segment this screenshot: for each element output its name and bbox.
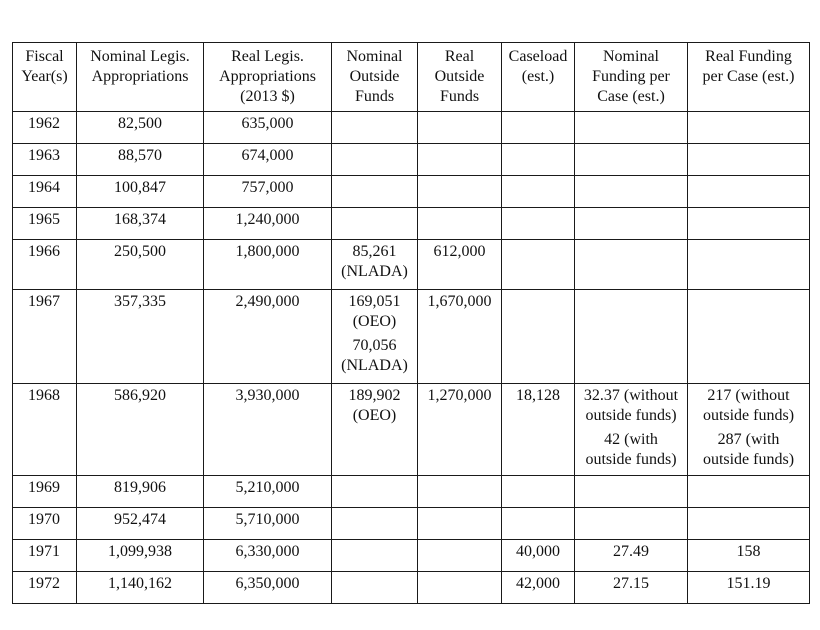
cell-real-outside bbox=[418, 508, 502, 540]
cell-nominal-outside bbox=[332, 540, 418, 572]
cell-caseload bbox=[502, 476, 575, 508]
header-real-per-case: Real Funding per Case (est.) bbox=[688, 43, 810, 112]
table-row bbox=[13, 240, 810, 290]
cell-nominal-per-case: 32.37 (without outside funds) 42 (with outside funds) bbox=[575, 384, 688, 476]
cell-nominal-per-case bbox=[575, 176, 688, 208]
table-row bbox=[13, 144, 810, 176]
cell-caseload: 40,000 bbox=[502, 540, 575, 572]
cell-year: 1963 bbox=[13, 144, 77, 176]
cell-nominal-legis: 1,140,162 bbox=[77, 572, 204, 604]
cell-real-outside bbox=[418, 208, 502, 240]
table-header-row bbox=[13, 43, 810, 112]
cell-nominal-outside bbox=[332, 508, 418, 540]
cell-real-legis: 674,000 bbox=[204, 144, 332, 176]
cell-year: 1967 bbox=[13, 290, 77, 384]
cell-nominal-outside bbox=[332, 112, 418, 144]
cell-year: 1971 bbox=[13, 540, 77, 572]
cell-caseload bbox=[502, 240, 575, 290]
table-row bbox=[13, 540, 810, 572]
cell-nominal-per-case bbox=[575, 290, 688, 384]
cell-real-outside bbox=[418, 176, 502, 208]
cell-nominal-per-case bbox=[575, 112, 688, 144]
header-nominal-per-case: Nominal Funding per Case (est.) bbox=[575, 43, 688, 112]
cell-nominal-per-case: 27.15 bbox=[575, 572, 688, 604]
table-row bbox=[13, 290, 810, 384]
cell-real-legis: 757,000 bbox=[204, 176, 332, 208]
cell-real-legis: 5,710,000 bbox=[204, 508, 332, 540]
cell-real-legis: 1,240,000 bbox=[204, 208, 332, 240]
cell-year: 1962 bbox=[13, 112, 77, 144]
cell-nominal-outside: 189,902 (OEO) bbox=[332, 384, 418, 476]
cell-year: 1966 bbox=[13, 240, 77, 290]
cell-nominal-legis: 586,920 bbox=[77, 384, 204, 476]
header-caseload: Caseload (est.) bbox=[502, 43, 575, 112]
cell-year: 1972 bbox=[13, 572, 77, 604]
cell-real-per-case bbox=[688, 176, 810, 208]
cell-real-legis: 6,350,000 bbox=[204, 572, 332, 604]
table-row bbox=[13, 208, 810, 240]
cell-caseload bbox=[502, 508, 575, 540]
cell-real-per-case bbox=[688, 476, 810, 508]
cell-real-outside bbox=[418, 572, 502, 604]
cell-real-per-case: 217 (without outside funds) 287 (with outside funds) bbox=[688, 384, 810, 476]
cell-nominal-outside bbox=[332, 208, 418, 240]
table-row bbox=[13, 476, 810, 508]
funding-table bbox=[12, 42, 810, 604]
cell-nominal-legis: 1,099,938 bbox=[77, 540, 204, 572]
cell-real-per-case bbox=[688, 112, 810, 144]
cell-nominal-legis: 168,374 bbox=[77, 208, 204, 240]
header-fiscal-year: Fiscal Year(s) bbox=[13, 43, 77, 112]
header-real-outside: Real Outside Funds bbox=[418, 43, 502, 112]
cell-real-legis: 1,800,000 bbox=[204, 240, 332, 290]
cell-caseload bbox=[502, 208, 575, 240]
cell-real-per-case bbox=[688, 240, 810, 290]
table-row bbox=[13, 112, 810, 144]
cell-nominal-legis: 952,474 bbox=[77, 508, 204, 540]
cell-year: 1969 bbox=[13, 476, 77, 508]
cell-nominal-outside bbox=[332, 572, 418, 604]
cell-nominal-legis: 100,847 bbox=[77, 176, 204, 208]
cell-nominal-per-case bbox=[575, 144, 688, 176]
cell-nominal-per-case bbox=[575, 508, 688, 540]
cell-nominal-legis: 250,500 bbox=[77, 240, 204, 290]
cell-nominal-outside: 85,261 (NLADA) bbox=[332, 240, 418, 290]
cell-real-outside: 1,270,000 bbox=[418, 384, 502, 476]
cell-caseload: 18,128 bbox=[502, 384, 575, 476]
cell-real-per-case: 151.19 bbox=[688, 572, 810, 604]
cell-real-per-case: 158 bbox=[688, 540, 810, 572]
table-row bbox=[13, 384, 810, 476]
cell-real-legis: 635,000 bbox=[204, 112, 332, 144]
header-nominal-outside: Nominal Outside Funds bbox=[332, 43, 418, 112]
cell-real-outside bbox=[418, 112, 502, 144]
cell-nominal-outside bbox=[332, 476, 418, 508]
cell-real-outside bbox=[418, 144, 502, 176]
cell-nominal-legis: 88,570 bbox=[77, 144, 204, 176]
cell-real-outside: 612,000 bbox=[418, 240, 502, 290]
cell-year: 1965 bbox=[13, 208, 77, 240]
cell-real-outside: 1,670,000 bbox=[418, 290, 502, 384]
table-row bbox=[13, 176, 810, 208]
cell-nominal-outside: 169,051 (OEO) 70,056 (NLADA) bbox=[332, 290, 418, 384]
cell-nominal-outside bbox=[332, 144, 418, 176]
cell-real-per-case bbox=[688, 290, 810, 384]
cell-nominal-per-case bbox=[575, 208, 688, 240]
cell-real-legis: 5,210,000 bbox=[204, 476, 332, 508]
cell-real-legis: 2,490,000 bbox=[204, 290, 332, 384]
cell-nominal-legis: 82,500 bbox=[77, 112, 204, 144]
header-nominal-legis: Nominal Legis. Appropriations bbox=[77, 43, 204, 112]
cell-nominal-outside bbox=[332, 176, 418, 208]
cell-caseload: 42,000 bbox=[502, 572, 575, 604]
cell-real-outside bbox=[418, 476, 502, 508]
cell-real-per-case bbox=[688, 208, 810, 240]
cell-year: 1970 bbox=[13, 508, 77, 540]
cell-caseload bbox=[502, 144, 575, 176]
header-real-legis: Real Legis. Appropriations (2013 $) bbox=[204, 43, 332, 112]
cell-real-per-case bbox=[688, 508, 810, 540]
cell-nominal-per-case: 27.49 bbox=[575, 540, 688, 572]
cell-real-legis: 3,930,000 bbox=[204, 384, 332, 476]
cell-caseload bbox=[502, 290, 575, 384]
cell-nominal-per-case bbox=[575, 240, 688, 290]
cell-nominal-legis: 819,906 bbox=[77, 476, 204, 508]
cell-nominal-legis: 357,335 bbox=[77, 290, 204, 384]
cell-year: 1968 bbox=[13, 384, 77, 476]
cell-caseload bbox=[502, 112, 575, 144]
cell-year: 1964 bbox=[13, 176, 77, 208]
table-row bbox=[13, 572, 810, 604]
cell-real-outside bbox=[418, 540, 502, 572]
cell-real-per-case bbox=[688, 144, 810, 176]
cell-caseload bbox=[502, 176, 575, 208]
table-row bbox=[13, 508, 810, 540]
cell-real-legis: 6,330,000 bbox=[204, 540, 332, 572]
cell-nominal-per-case bbox=[575, 476, 688, 508]
